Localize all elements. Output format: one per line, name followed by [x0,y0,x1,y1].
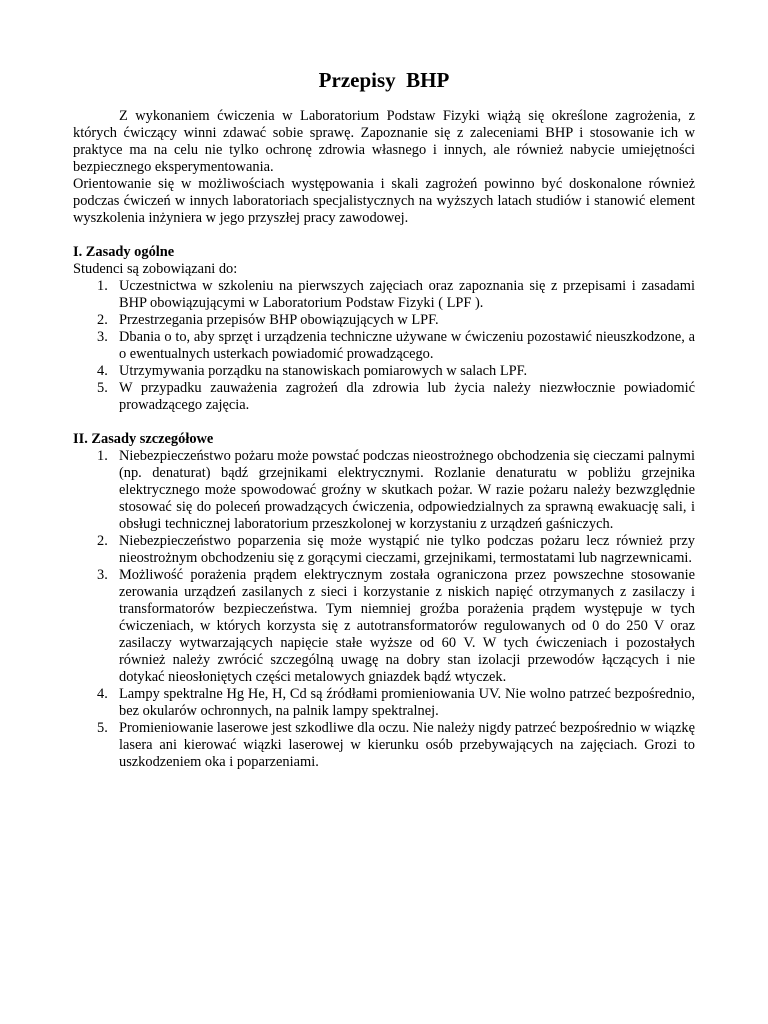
list-item-text: Dbania o to, aby sprzęt i urządzenia techniczne używane w ćwiczeniu pozostawić nieuszkodzone, a o ewentualnych usterkach powiadomić prowadzącego. [119,329,695,362]
list-item-number: 4. [97,363,108,379]
list-item [73,278,695,312]
list-item-text: Niebezpieczeństwo pożaru może powstać podczas nieostrożnego obchodzenia się cieczami palnymi (np. denaturat) bądź grzejnikami elektrycznymi. Rozlanie denaturatu w pobliżu grzejnika elektrycznego może spowodować groźny w skutkach pożar. W razie pożaru należy bezwzględnie stosować się do poleceń prowadzących ćwiczenia, odpowiedzialnych za sprawną ewakuację sali, i obsługi technicznej laboratorium przeszkolonej w korzystaniu z urządzeń gaśniczych. [119,448,695,532]
list-item-text: Przestrzegania przepisów BHP obowiązujących w LPF. [119,312,439,328]
list-item-text: Utrzymywania porządku na stanowiskach pomiarowych w salach LPF. [119,363,528,379]
section-1-list [73,278,695,414]
list-item-text: Promieniowanie laserowe jest szkodliwe dla oczu. Nie należy nigdy patrzeć bezpośrednio w wiązkę lasera ani kierować wiązki laserowej w kierunku osób przebywających na zajęciach. Grozi to uszkodzeniem oka i poparzeniami. [119,720,695,770]
list-item-text: Niebezpieczeństwo poparzenia się może wystąpić nie tylko podczas pożaru lecz również przy nieostrożnym obchodzeniu się z gorącymi cieczami, grzejnikami, termostatami lub nagrzewnicami. [119,533,695,566]
intro-paragraph-2: Orientowanie się w możliwościach występowania i skali zagrożeń powinno być doskonalone również podczas ćwiczeń w innych laboratoriach specjalistycznych na wyższych latach studiów i stanowić element wyszkolenia inżyniera w jego przyszłej pracy zawodowej. [73,176,695,226]
list-item [73,380,695,414]
list-item [73,312,695,329]
list-item [73,567,695,686]
list-item-number: 1. [97,448,108,464]
section-2-list [73,448,695,771]
list-item-number: 2. [97,533,108,549]
list-item-number: 2. [97,312,108,328]
list-item-text: W przypadku zauważenia zagrożeń dla zdrowia lub życia należy niezwłocznie powiadomić prowadzącego zajęcia. [119,380,695,413]
list-item [73,363,695,380]
list-item-number: 1. [97,278,108,294]
list-item [73,448,695,533]
list-item-number: 4. [97,686,108,702]
list-item-text: Możliwość porażenia prądem elektrycznym została ograniczona przez powszechne stosowanie zerowania urządzeń zasilanych z sieci i korzystanie z niskich napięć otrzymanych z zasilaczy i transformatorów bezpieczeństwa. Tym niemniej groźba porażenia prądem występuje w tych ćwiczeniach, w których korzysta się z autotransformatorów regulowanych od 0 do 250 V oraz zasilaczy wytwarzających napięcie stałe wyższe od 60 V. W tych ćwiczeniach i pozostałych również należy zwrócić szczególną uwagę na dobry stan izolacji przewodów łączących i nie dotykać nieosłoniętych części metalowych gniazdek bądź wtyczek. [119,567,695,685]
list-item [73,720,695,771]
list-item-text: Lampy spektralne Hg He, H, Cd są źródłami promieniowania UV. Nie wolno patrzeć bezpośrednio, bez okularów ochronnych, na palnik lampy spektralnej. [119,686,695,719]
list-item [73,533,695,567]
list-item-number: 3. [97,329,108,345]
list-item [73,329,695,363]
list-item-number: 5. [97,720,108,736]
section-1-heading: I. Zasady ogólne [73,244,175,260]
document-page [73,66,695,771]
list-item-text: Uczestnictwa w szkoleniu na pierwszych zajęciach oraz zapoznania się z przepisami i zasadami BHP obowiązującymi w Laboratorium Podstaw Fizyki ( LPF ). [119,278,695,311]
list-item-number: 5. [97,380,108,396]
list-item-number: 3. [97,567,108,583]
intro-paragraph-1: Z wykonaniem ćwiczenia w Laboratorium Podstaw Fizyki wiążą się określone zagrożenia, z których ćwiczący winni zdawać sobie sprawę. Zapoznanie się z zaleceniami BHP i stosowanie ich w praktyce ma na celu nie tylko ochronę zdrowia własnego i innych, ale również nabycie umiejętności bezpiecznego eksperymentowania. [73,108,695,175]
list-item [73,686,695,720]
section-2-heading: II. Zasady szczegółowe [73,431,214,447]
section-1-intro: Studenci są zobowiązani do: [73,261,238,277]
page-title: Przepisy BHP [318,68,450,92]
